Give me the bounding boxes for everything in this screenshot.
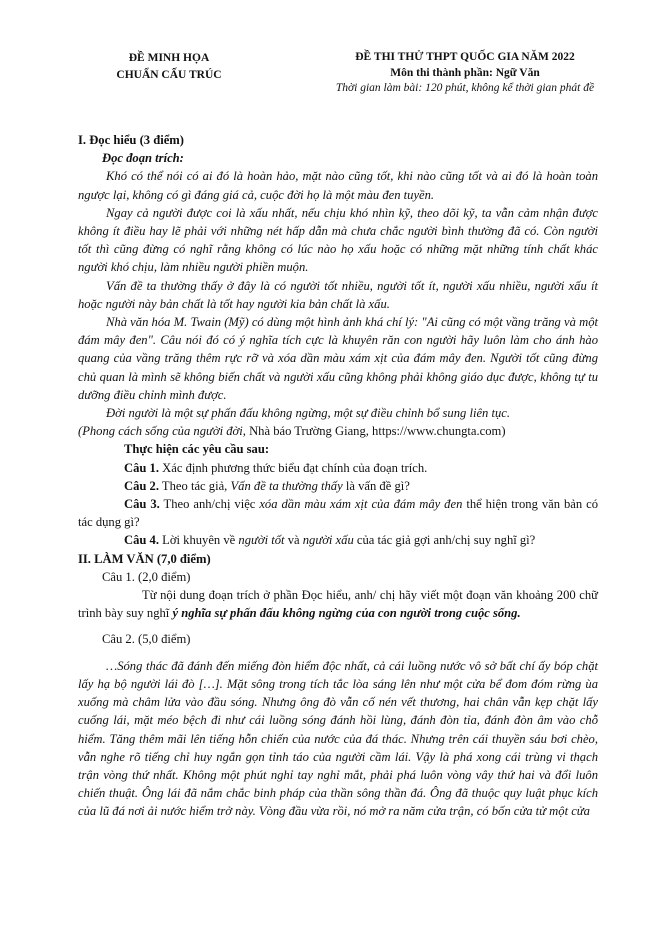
exam-title: ĐỀ THI THỬ THPT QUỐC GIA NĂM 2022 [355, 51, 575, 63]
question-2 [78, 477, 598, 495]
essay-question-2-excerpt: …Sóng thác đã đánh đến miếng đòn hiểm độc nhất, cả cái luồng nước vô sở bất chí ấy bóp chặt lấy hạ bộ người lái đò […]. Mặt sông trong tích tắc lòa sáng lên như một cửa bể đom đóm rừng ùa xuống mà châm lửa vào đầu sóng. Nhưng ông đò vẫn cố nén vết thương, hai chân vẫn kẹp chặt lấy cuống lái, mặt méo bệch đi như cái luồng sóng đánh hồi lùng, đánh đòn tỉa, đánh đòn âm vào chỗ hiểm. Tăng thêm mãi lên tiếng hỗn chiến của nước của đá thác. Nhưng trên cái thuyền sáu bơi chèo, vẫn nghe rõ tiếng chỉ huy ngắn gọn tỉnh táo của người cầm lái. Vậy là phá xong cái trùng vi thạch trận vòng thứ nhất. Không một phút nghỉ tay nghỉ mắt, phải phá luôn vòng vây thứ hai và đổi luôn chiến thuật. Ông lái đã nắm chắc binh pháp của thần sông thần đá. Ông đã thuộc quy luật phục kích của lũ đá nơi ải nước hiểm trở này. Vòng đầu vừa rồi, nó mở ra năm cửa trận, có bốn cửa tử một cửa [78, 658, 598, 819]
question-4-text-italic-1: người tốt [238, 533, 285, 548]
exam-subject: Môn thi thành phần: Ngữ Văn [390, 66, 540, 79]
part1-subheading: Đọc đoạn trích: [102, 151, 184, 166]
header-left-line1: ĐỀ MINH HỌA [128, 52, 210, 64]
excerpt-paragraph-4: Nhà văn hóa M. Twain (Mỹ) có dùng một hình ảnh khá chí lý: "Ai cũng có một vầng trăng và một đám mây đen". Câu nói đó có ý nghĩa tích cực là khuyên răn con người hãy luôn làm cho ánh hào quang của vầng trăng thêm rực rỡ và xóa dần màu xám xịt của đám mây đen. Người tốt cũng đừng chủ quan là mình sẽ không biến chất và người xấu cũng không phải không giáo dục được, không tự tu dưỡng điều chỉnh mình được. [78, 315, 598, 402]
question-4-text-b: và [284, 533, 303, 548]
header-left-line2: CHUẨN CẤU TRÚC [116, 69, 222, 81]
question-3-text-italic: xóa dần màu xám xịt của đám mây đen [259, 497, 463, 512]
essay-question-2-label: Câu 2. (5,0 điểm) [102, 632, 191, 647]
exam-content [78, 131, 598, 821]
question-4-label: Câu 4. [124, 533, 159, 548]
excerpt-paragraph-5: Đời người là một sự phấn đấu không ngừng, một sự điều chỉnh bổ sung liên tục. [106, 406, 511, 421]
question-4 [78, 531, 598, 549]
essay-question-1 [78, 586, 598, 622]
essay-question-1-label: Câu 1. (2,0 điểm) [102, 569, 191, 584]
source-title: (Phong cách sống của người đời, [78, 424, 246, 439]
question-4-text-italic-2: người xấu [302, 533, 354, 548]
question-1 [78, 459, 598, 477]
excerpt-source [78, 422, 598, 440]
excerpt-paragraph-3: Vấn đề ta thường thấy ở đây là có người tốt nhiều, người tốt ít, người xấu nhiều, người xấu ít hoặc người này bản chất là tốt hay người kia bản chất là xấu. [78, 278, 598, 311]
header-right [300, 50, 630, 97]
question-3-text-a: Theo anh/chị việc [159, 497, 260, 512]
essay-question-1-topic: ý nghĩa sự phấn đấu không ngừng của con người trong cuộc sống. [172, 606, 521, 621]
exam-time: Thời gian làm bài: 120 phút, không kể thời gian phát đề [335, 82, 595, 94]
task-heading: Thực hiện các yêu cầu sau: [124, 442, 270, 457]
source-author: Nhà báo Trường Giang, https://www.chungta.com) [245, 424, 506, 439]
excerpt-paragraph-1: Khó có thể nói có ai đó là hoàn hảo, mặt nào cũng tốt, khi nào cũng tốt và ai đó là hoàn toàn ngược lại, không có gì đáng giá cả, cuộc đời họ là một màu đen tuyền. [78, 169, 598, 202]
essay-question-1-text: Từ nội dung đoạn trích ở phần Đọc hiểu, anh/ chị hãy viết một đoạn văn khoảng 200 chữ trình bày suy nghĩ [78, 588, 598, 621]
part1-heading: I. Đọc hiểu (3 điểm) [78, 133, 184, 147]
question-1-label: Câu 1. [124, 460, 159, 475]
part2-heading: II. LÀM VĂN (7,0 điểm) [78, 551, 211, 566]
header-left [94, 50, 244, 84]
question-2-label: Câu 2. [124, 478, 159, 493]
question-2-text-a: Theo tác giả, [159, 478, 231, 493]
question-1-text: Xác định phương thức biểu đạt chính của đoạn trích. [159, 460, 428, 475]
question-3-text-b: thể hiện trong văn bản có tác dụng gì? [78, 497, 599, 530]
question-2-text-b: là vấn đề gì? [342, 478, 410, 493]
question-4-text-a: Lời khuyên về [159, 533, 239, 548]
question-4-text-c: của tác giả gợi anh/chị suy nghĩ gì? [353, 533, 536, 548]
question-2-text-italic: Vấn đề ta thường thấy [230, 478, 343, 493]
question-3-label: Câu 3. [124, 497, 160, 512]
excerpt-paragraph-2: Ngay cả người được coi là xấu nhất, nếu chịu khó nhìn kỹ, theo dõi kỹ, ta vẫn cảm nhận được không ít điều hay lẽ phải với những nét hấp dẫn mà chưa chắc người bình thường đã có. Còn người tốt thì cũng đừng có nghĩ rằng không có lúc nào họ xấu hoặc có những mặt những tính chất khác người khó chịu, làm nhiều người phiền muộn. [78, 205, 598, 275]
question-3 [78, 495, 598, 531]
